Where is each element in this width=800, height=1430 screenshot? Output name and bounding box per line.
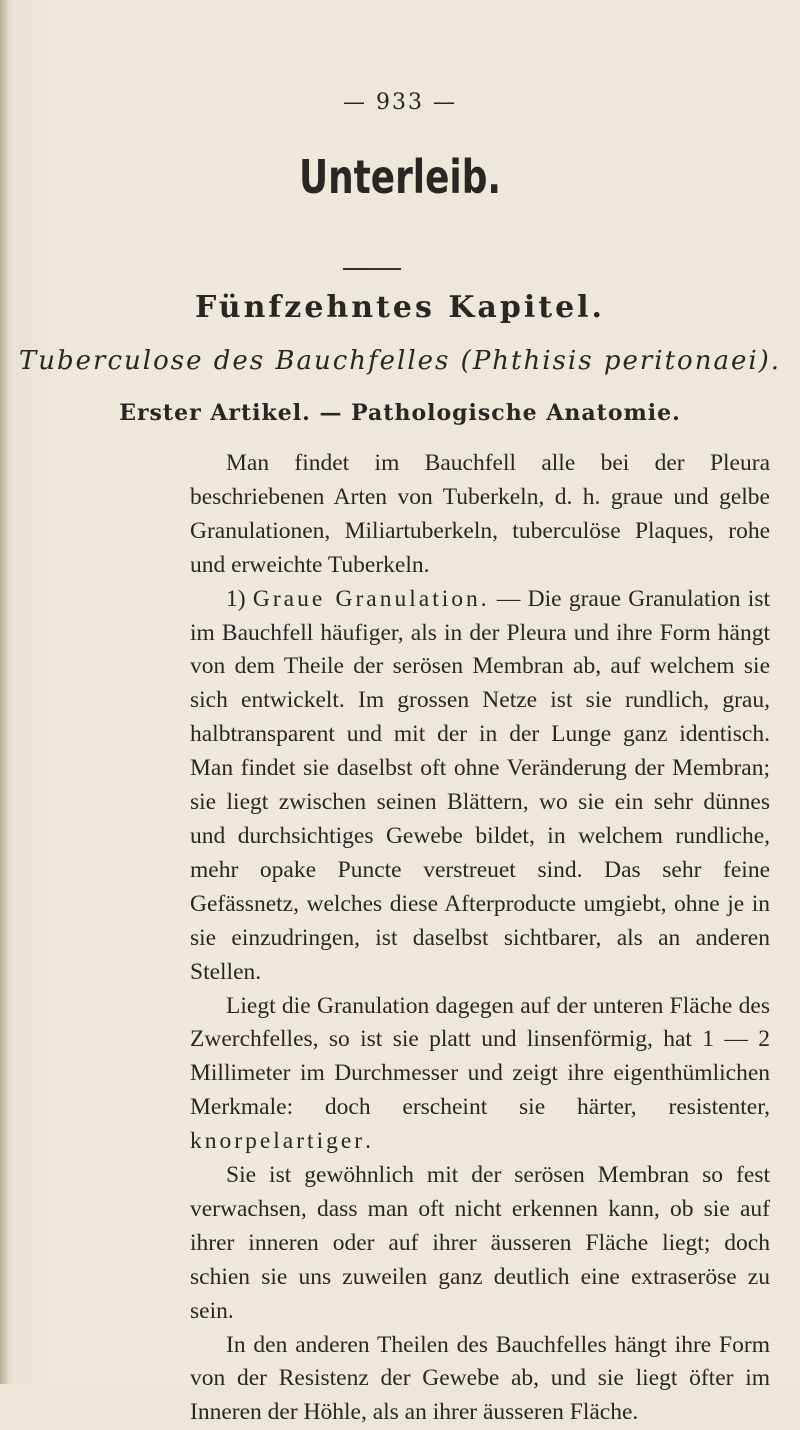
paragraph-text: In den anderen Theilen des Bauchfelles hängt ihre Form von der Resistenz der Gewebe ab, und sie liegt öfter im Inneren der Höhle, als an ihrer äusseren Fläche. (190, 1331, 770, 1426)
paragraph-text: Man findet im Bauchfell alle bei der Pleura beschriebenen Arten von Tuberkeln, d. h. graue und gelbe Granulationen, Miliartuberkeln, tuberculöse Plaques, rohe und erweichte Tuberkeln. (190, 450, 770, 578)
page-binding-edge (0, 0, 8, 1384)
body-text (190, 447, 770, 1430)
paragraph-term: Graue Granulation. (252, 585, 490, 612)
paragraph-lead: 1) (226, 585, 253, 612)
paragraph-text: Sie ist gewöhnlich mit der serösen Membran so fest verwachsen, dass man oft nicht erkennen kann, ob sie auf ihrer inneren oder auf ihrer äusseren Fläche liegt; doch schien sie uns zuweilen ganz deutlich eine extraseröse zu sein. (190, 1162, 770, 1324)
article-heading: Erster Artikel. — Pathologische Anatomie. (119, 400, 681, 426)
page-number: — 933 — (343, 90, 457, 115)
paragraph-text: — Die graue Granulation ist im Bauchfell häufiger, als in der Pleura und ihre Form hängt von dem Theile der serösen Membran ab, auf welchem sie sich entwickelt. Im grossen Netze ist sie rundlich, grau, halbtransparent und mit der in der Lunge ganz identisch. Man findet sie daselbst oft ohne Veränderung der Membran; sie liegt zwischen seinen Blättern, wo sie ein sehr dünnes und durchsichtiges Gewebe bildet, in welchem rundliche, mehr opake Puncte verstreuet sind. Das sehr feine Gefässnetz, welches diese Afterproducte umgiebt, ohne je in sie einzudringen, ist daselbst sichtbarer, als an anderen Stellen. (190, 585, 771, 985)
chapter-subtitle: Tuberculose des Bauchfelles (Phthisis peritonaei). (18, 346, 782, 376)
section-title: Unterleib. (298, 150, 502, 204)
section-divider (343, 268, 401, 270)
paragraph-4 (190, 1159, 770, 1329)
paragraph-2 (190, 583, 770, 990)
paragraph-term: knorpelartiger (190, 1128, 366, 1155)
paragraph-1 (190, 447, 770, 583)
chapter-title: Fünfzehntes Kapitel. (195, 290, 605, 325)
paragraph-tail: . (365, 1128, 371, 1155)
paragraph-3 (190, 990, 770, 1160)
paragraph-text: Liegt die Granulation dagegen auf der unteren Fläche des Zwerchfelles, so ist sie platt und linsenförmig, hat 1 — 2 Millimeter im Durchmesser und zeigt ihre eigenthümlichen Merkmale: doch erscheint sie härter, resistenter, (190, 992, 770, 1121)
paragraph-5 (190, 1329, 770, 1430)
